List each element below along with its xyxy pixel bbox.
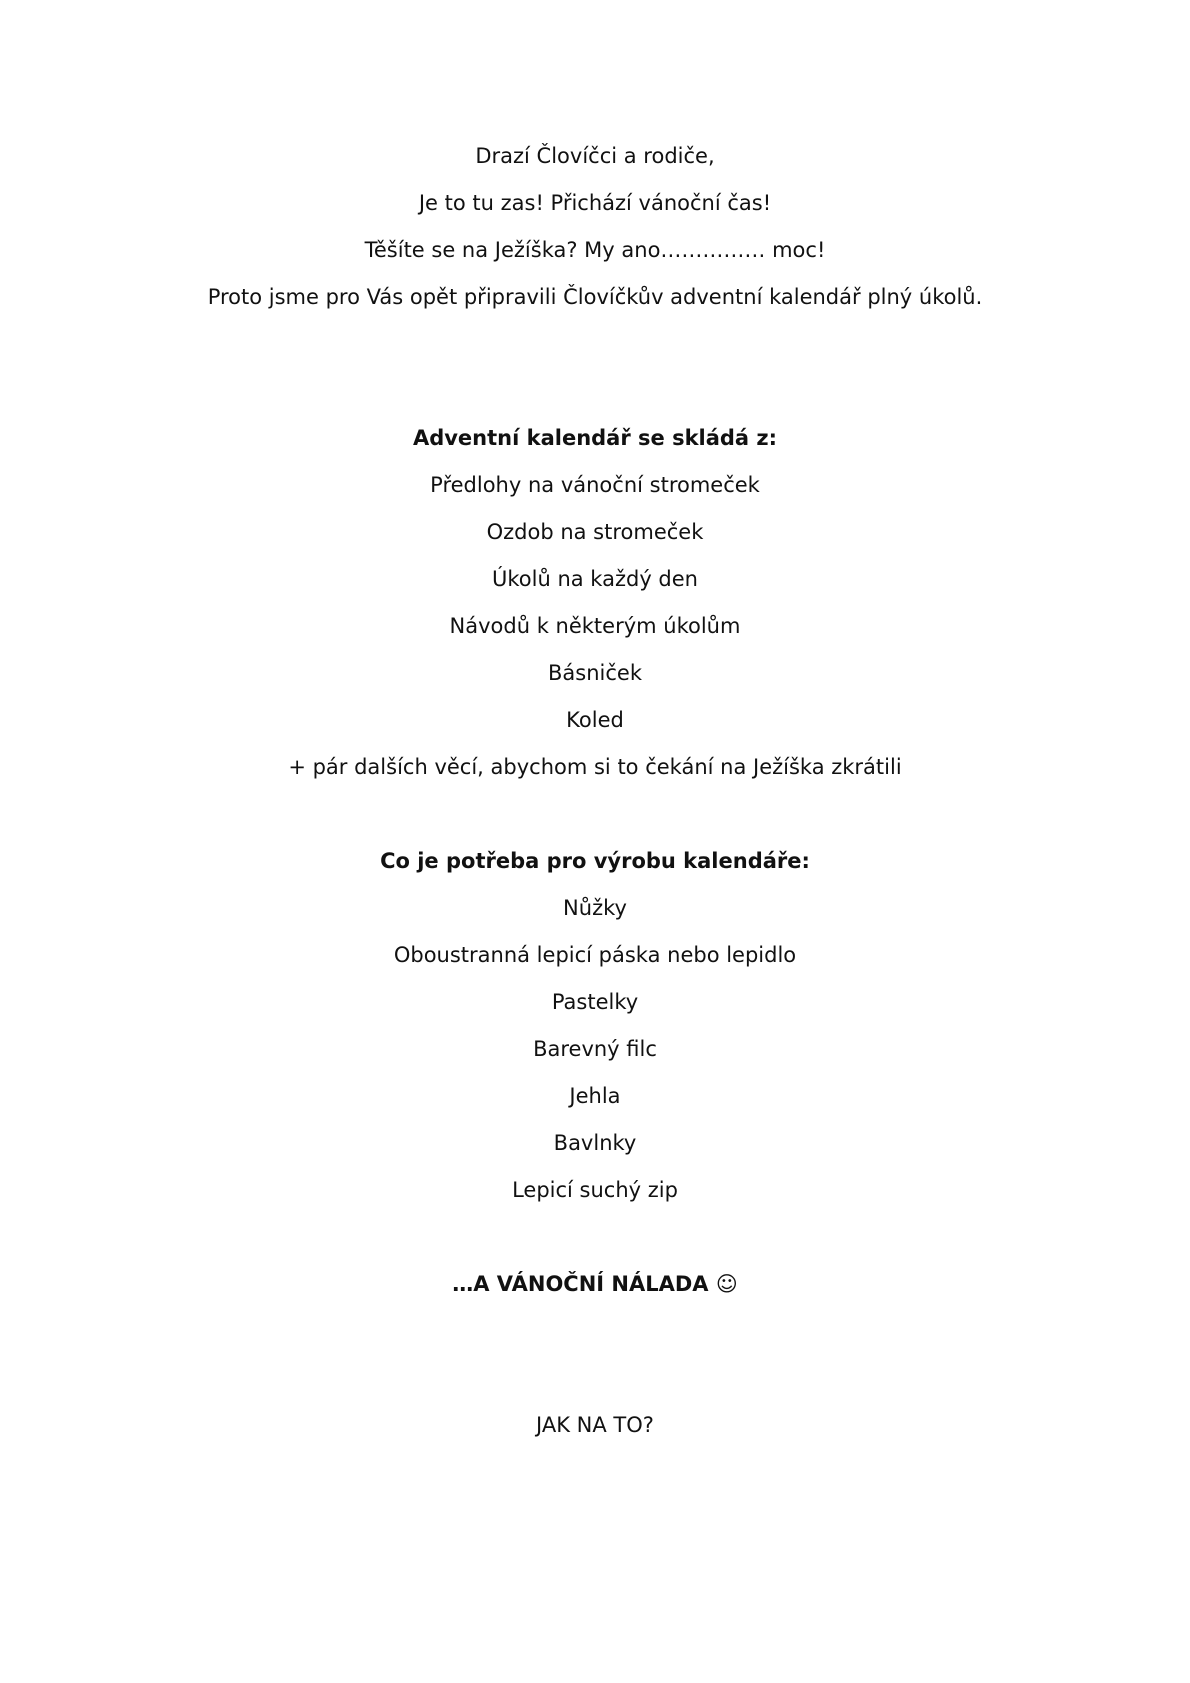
list-item: Lepicí suchý zip <box>512 1178 678 1202</box>
closing-line: …A VÁNOČNÍ NÁLADA ☺ <box>452 1272 738 1296</box>
list-item: + pár dalších věcí, abychom si to čekání na Ježíška zkrátili <box>288 755 902 779</box>
list-item: Nůžky <box>563 896 627 920</box>
how-to-heading: JAK NA TO? <box>536 1413 654 1437</box>
list-item: Úkolů na každý den <box>492 567 698 591</box>
list-item: Jehla <box>569 1084 621 1108</box>
contents-heading: Adventní kalendář se skládá z: <box>412 426 778 450</box>
list-item: Koled <box>566 708 624 732</box>
list-item: Barevný filc <box>533 1037 657 1061</box>
intro-line: Proto jsme pro Vás opět připravili Človíčkův adventní kalendář plný úkolů. <box>207 285 983 309</box>
greeting: Drazí Človíčci a rodiče, <box>475 144 715 168</box>
list-item: Ozdob na stromeček <box>486 520 704 544</box>
intro-line: Těšíte se na Ježíška? My ano…………… moc! <box>364 238 826 262</box>
list-item: Bavlnky <box>553 1131 637 1155</box>
list-item: Básniček <box>548 661 642 685</box>
list-item: Pastelky <box>551 990 639 1014</box>
list-item: Předlohy na vánoční stromeček <box>430 473 760 497</box>
intro-line: Je to tu zas! Přichází vánoční čas! <box>418 191 772 215</box>
list-item: Návodů k některým úkolům <box>449 614 741 638</box>
materials-heading: Co je potřeba pro výrobu kalendáře: <box>380 849 810 873</box>
list-item: Oboustranná lepicí páska nebo lepidlo <box>393 943 797 967</box>
